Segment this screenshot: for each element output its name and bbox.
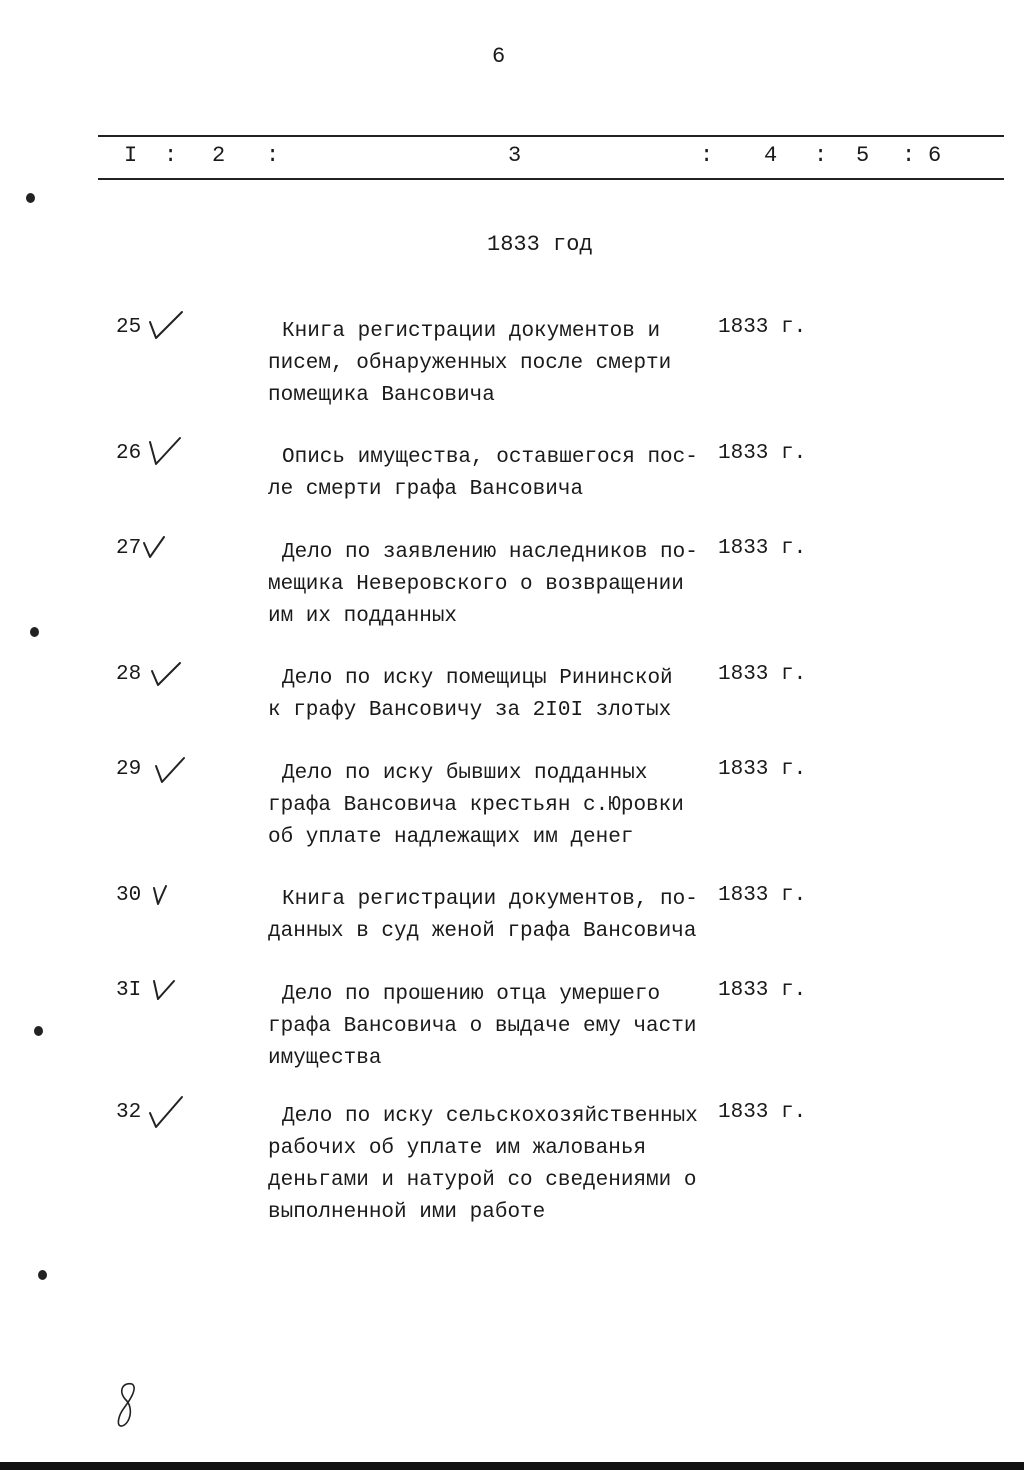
checkmark-icon (146, 971, 186, 1007)
handwritten-sheet-number (112, 1380, 142, 1430)
entry-description (268, 758, 708, 854)
column-separator: : (700, 143, 714, 168)
column-header-3: 3 (508, 143, 522, 168)
description-line: об уплате надлежащих им денег (268, 826, 634, 849)
section-year-heading: 1833 год (487, 232, 593, 257)
binding-hole-dot (34, 1026, 43, 1036)
description-line: Дело по иску сельскохозяйственных (282, 1105, 698, 1128)
description-line: рабочих об уплате им жалованья (268, 1137, 647, 1160)
entry-number: 32 (116, 1101, 142, 1124)
entry-description (268, 979, 708, 1075)
entry-number: 29 (116, 758, 142, 781)
column-header-6: 6 (928, 143, 942, 168)
column-header-2: 2 (212, 143, 226, 168)
column-header-row (0, 143, 1024, 171)
description-line: графа Вансовича о выдаче ему части (268, 1015, 697, 1038)
description-line: ле смерти графа Вансовича (268, 478, 584, 501)
entry-year: 1833 г. (718, 758, 807, 781)
binding-hole-dot (26, 193, 35, 203)
entry-description (268, 316, 708, 412)
column-header-4: 4 (764, 143, 778, 168)
column-header-1: I (124, 143, 138, 168)
entry-number: 26 (116, 442, 142, 465)
entry-year: 1833 г. (718, 979, 807, 1002)
description-line: выполненной ими работе (268, 1201, 546, 1224)
column-header-5: 5 (856, 143, 870, 168)
description-line: мещика Неверовского о возвращении (268, 573, 684, 596)
description-line: Книга регистрации документов и (282, 320, 661, 343)
checkmark-icon (146, 308, 186, 344)
column-separator: : (266, 143, 280, 168)
header-bottom-rule (98, 178, 1004, 180)
column-separator: : (814, 143, 828, 168)
description-line: данных в суд женой графа Вансовича (268, 920, 697, 943)
entry-number: 28 (116, 663, 142, 686)
checkmark-icon (150, 750, 190, 786)
checkmark-icon (146, 1093, 186, 1129)
entry-year: 1833 г. (718, 316, 807, 339)
description-line: писем, обнаруженных после смерти (268, 352, 672, 375)
description-line: Дело по иску помещицы Рининской (282, 667, 673, 690)
entry-year: 1833 г. (718, 442, 807, 465)
header-top-rule (98, 135, 1004, 137)
description-line: Опись имущества, оставшегося пос- (282, 446, 698, 469)
description-line: деньгами и натурой со сведениями о (268, 1169, 697, 1192)
entry-description (268, 663, 708, 727)
entry-description (268, 537, 708, 633)
entry-year: 1833 г. (718, 884, 807, 907)
checkmark-icon (146, 655, 186, 691)
description-line: Книга регистрации документов, по- (282, 888, 698, 911)
description-line: Дело по прошению отца умершего (282, 983, 661, 1006)
entry-number: 27 (116, 537, 142, 560)
description-line: помещика Вансовича (268, 384, 495, 407)
entry-description (268, 884, 708, 948)
description-line: имущества (268, 1047, 382, 1070)
column-separator: : (164, 143, 178, 168)
description-line: Дело по иску бывших подданных (282, 762, 648, 785)
entry-year: 1833 г. (718, 663, 807, 686)
checkmark-icon (138, 529, 178, 565)
checkmark-icon (148, 876, 188, 912)
binding-hole-dot (38, 1270, 47, 1280)
binding-hole-dot (30, 627, 39, 637)
column-separator: : (902, 143, 916, 168)
entry-year: 1833 г. (718, 1101, 807, 1124)
description-line: графа Вансовича крестьян с.Юровки (268, 794, 684, 817)
checkmark-icon (146, 434, 186, 470)
entry-description (268, 1101, 708, 1229)
entry-number: 25 (116, 316, 142, 339)
description-line: к графу Вансовичу за 2I0I злотых (268, 699, 672, 722)
description-line: им их подданных (268, 605, 458, 628)
description-line: Дело по заявлению наследников по- (282, 541, 698, 564)
scan-edge-band (0, 1462, 1024, 1470)
entry-number: 3I (116, 979, 142, 1002)
entry-year: 1833 г. (718, 537, 807, 560)
page-number: 6 (492, 44, 506, 69)
entry-description (268, 442, 708, 506)
entry-number: 30 (116, 884, 142, 907)
